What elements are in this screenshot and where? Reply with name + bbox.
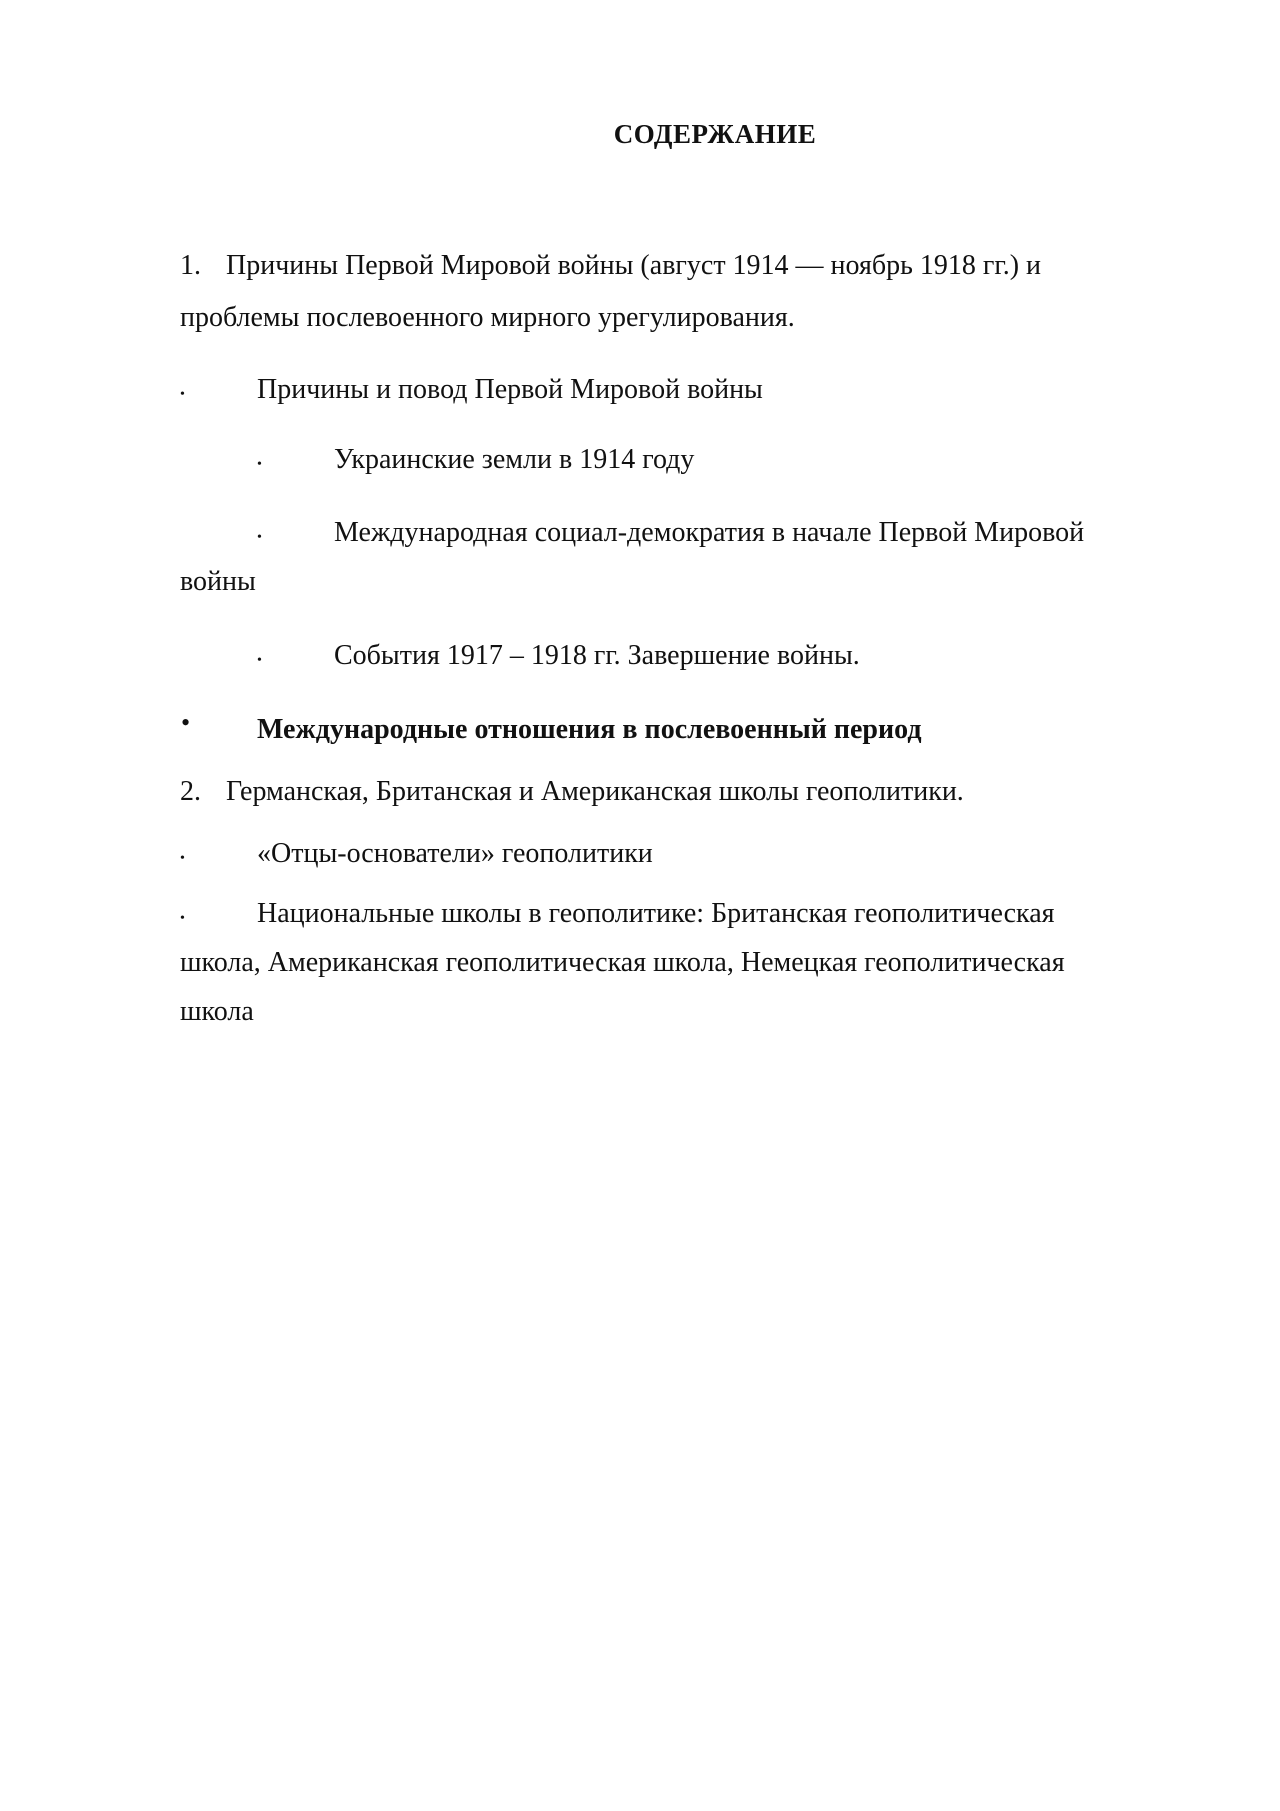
section-2-text: Германская, Британская и Американская школы геополитики.	[226, 776, 964, 807]
section-2-number: 2.	[180, 776, 201, 807]
item-socdem-line-1: Международная социал-демократия в начале Первой Мировой	[334, 517, 1085, 548]
item-schools-line-1: Национальные школы в геополитике: Британская геополитическая	[257, 898, 1055, 929]
section-1-line-1: Причины Первой Мировой войны (август 1914 — ноябрь 1918 гг.) и	[226, 250, 1042, 281]
page-title: СОДЕРЖАНИЕ	[613, 119, 817, 149]
item-founders-text: «Отцы-основатели» геополитики	[257, 838, 653, 869]
bullet: •	[257, 653, 262, 668]
bullet: •	[257, 530, 262, 545]
item-events-text: События 1917 – 1918 гг. Завершение войны.	[334, 640, 860, 671]
bullet: •	[180, 911, 185, 926]
bullet: •	[257, 457, 262, 472]
item-ukraine-text: Украинские земли в 1914 году	[334, 444, 695, 475]
item-schools-line-3: школа	[180, 996, 254, 1027]
item-causes-text: Причины и повод Первой Мировой войны	[257, 374, 763, 405]
bullet: •	[180, 851, 185, 866]
item-socdem-line-2: войны	[180, 566, 256, 597]
bullet: •	[181, 708, 191, 737]
section-1-number: 1.	[180, 250, 201, 281]
section-1-line-2: проблемы послевоенного мирного урегулирования.	[180, 302, 795, 333]
item-schools-line-2: школа, Американская геополитическая школа, Немецкая геополитическая	[180, 947, 1065, 978]
bullet: •	[180, 387, 185, 402]
item-relations-text: Международные отношения в послевоенный период	[257, 714, 922, 745]
